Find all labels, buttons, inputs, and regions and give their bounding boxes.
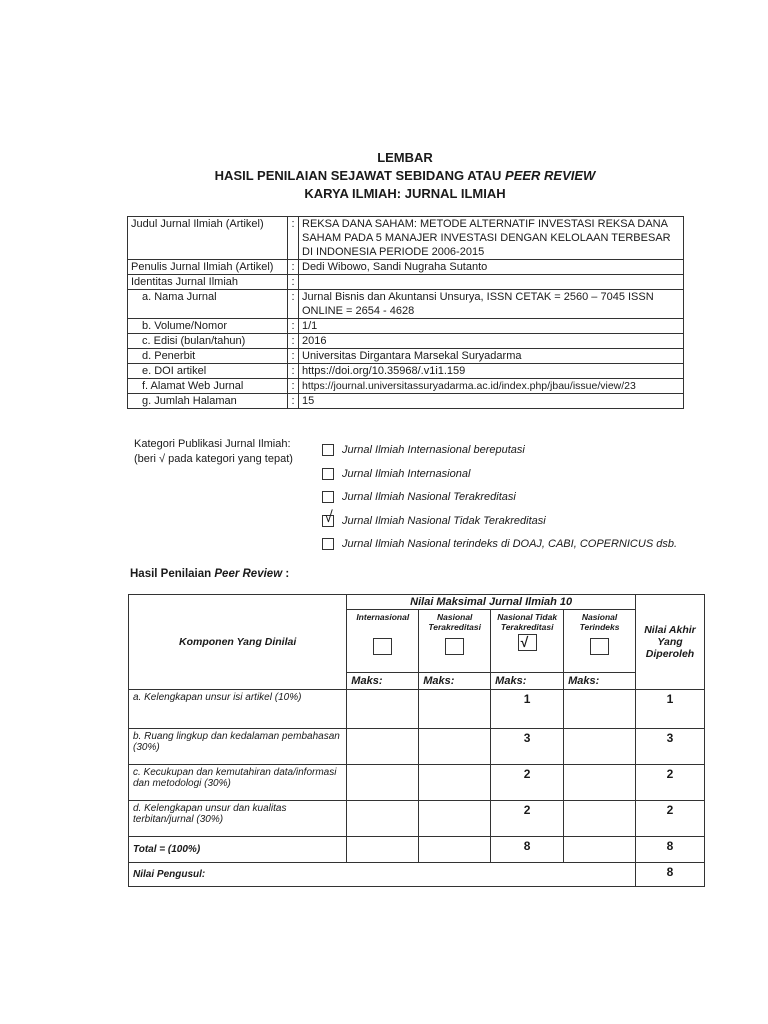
web-label: f. Alamat Web Jurnal <box>128 379 288 394</box>
checkbox[interactable] <box>373 638 392 655</box>
komponen-label: d. Kelengkapan unsur dan kualitas terbitan/jurnal (30%) <box>129 801 347 837</box>
col-nasional-terindeks <box>564 610 636 673</box>
table-row <box>129 765 705 801</box>
total-label: Total = (100%) <box>129 837 347 863</box>
col-nasional-terakreditasi <box>419 610 491 673</box>
hasil-peer-review: Peer Review <box>214 568 283 580</box>
table-cell <box>564 690 636 729</box>
col-label: Nasional Terindeks <box>579 612 620 632</box>
title-text: HASIL PENILAIAN SEJAWAT SEBIDANG ATAU <box>214 168 506 183</box>
kategori-option-label: Jurnal Ilmiah Internasional <box>342 467 471 480</box>
final-value: 2 <box>636 801 705 837</box>
table-row <box>128 379 684 394</box>
volume-label: b. Volume/Nomor <box>128 319 288 334</box>
colon: : <box>288 364 299 379</box>
table-cell <box>564 765 636 801</box>
edisi-label: c. Edisi (bulan/tahun) <box>128 334 288 349</box>
checkbox-checked[interactable] <box>322 508 334 527</box>
table-row <box>128 349 684 364</box>
kategori-heading-line2: (beri √ pada kategori yang tepat) <box>134 453 293 465</box>
kategori-option-label: Jurnal Ilmiah Nasional Tidak Terakreditasi <box>342 514 546 527</box>
total-final: 8 <box>636 837 705 863</box>
table-row <box>129 729 705 765</box>
checkbox[interactable] <box>322 468 334 480</box>
table-row <box>129 837 705 863</box>
pengusul-final: 8 <box>636 863 705 887</box>
total-value: 8 <box>491 837 564 863</box>
hasil-text: Hasil Penilaian <box>130 568 215 580</box>
colon: : <box>288 394 299 409</box>
doi-label: e. DOI artikel <box>128 364 288 379</box>
score-value: 2 <box>491 765 564 801</box>
penulis-value: Dedi Wibowo, Sandi Nugraha Sutanto <box>299 260 684 275</box>
table-row <box>128 334 684 349</box>
identitas-label: Identitas Jurnal Ilmiah <box>128 275 288 290</box>
kategori-option-label: Jurnal Ilmiah Nasional terindeks di DOAJ, CABI, COPERNICUS dsb. <box>342 538 678 550</box>
final-value: 3 <box>636 729 705 765</box>
table-cell <box>564 837 636 863</box>
maks-label: Maks: <box>347 673 419 690</box>
checkbox[interactable] <box>322 491 334 503</box>
komponen-label: b. Ruang lingkup dan kedalaman pembahasan (30%) <box>129 729 347 765</box>
table-cell <box>347 801 419 837</box>
volume-value: 1/1 <box>299 319 684 334</box>
table-row <box>128 260 684 275</box>
table-row <box>128 319 684 334</box>
col-nasional-tidak-terakreditasi <box>491 610 564 673</box>
halaman-label: g. Jumlah Halaman <box>128 394 288 409</box>
identity-table <box>127 216 684 409</box>
score-value: 1 <box>491 690 564 729</box>
table-cell <box>419 801 491 837</box>
col-label: Nasional Tidak Terakreditasi <box>497 612 558 632</box>
edisi-value: 2016 <box>299 334 684 349</box>
table-cell <box>347 837 419 863</box>
checkbox-checked[interactable] <box>518 634 537 651</box>
table-row <box>128 275 684 290</box>
table-cell <box>419 690 491 729</box>
penerbit-value: Universitas Dirgantara Marsekal Suryadarma <box>299 349 684 364</box>
colon: : <box>288 334 299 349</box>
check-icon: √ <box>324 508 333 526</box>
kategori-heading <box>134 437 293 467</box>
col-label: Nasional Terakreditasi <box>428 612 481 632</box>
colon: : <box>288 275 299 290</box>
table-cell <box>419 765 491 801</box>
komponen-label: c. Kecukupan dan kemutahiran data/informasi dan metodologi (30%) <box>129 765 347 801</box>
halaman-value: 15 <box>299 394 684 409</box>
nilai-akhir-header: Nilai Akhir Yang Diperoleh <box>636 595 705 690</box>
table-row <box>128 364 684 379</box>
colon: : <box>288 217 299 260</box>
table-cell <box>564 801 636 837</box>
judul-value: REKSA DANA SAHAM: METODE ALTERNATIF INVESTASI REKSA DANA SAHAM PADA 5 MANAJER INVESTASI DENGAN KELOLAAN TERBESAR DI INDONESIA PERIODE 2006-2015 <box>299 217 684 260</box>
doi-value: https://doi.org/10.35968/.v1i1.159 <box>299 364 684 379</box>
colon: : <box>288 260 299 275</box>
identitas-value <box>299 275 684 290</box>
web-value: https://journal.universitassuryadarma.ac.id/index.php/jbau/issue/view/23 <box>299 379 684 394</box>
maks-label: Maks: <box>419 673 491 690</box>
doc-title-hasil <box>0 168 768 183</box>
colon: : <box>288 319 299 334</box>
title-peer-review: PEER REVIEW <box>505 168 596 183</box>
judul-label: Judul Jurnal Ilmiah (Artikel) <box>128 217 288 260</box>
table-row <box>129 863 705 887</box>
doc-title-karya: KARYA ILMIAH: JURNAL ILMIAH <box>304 186 506 201</box>
checkbox[interactable] <box>590 638 609 655</box>
final-value: 2 <box>636 765 705 801</box>
table-cell <box>347 690 419 729</box>
pengusul-label: Nilai Pengusul: <box>129 863 636 887</box>
final-value: 1 <box>636 690 705 729</box>
komponen-header: Komponen Yang Dinilai <box>129 595 347 690</box>
maks-label: Maks: <box>491 673 564 690</box>
score-value: 3 <box>491 729 564 765</box>
kategori-heading-line1: Kategori Publikasi Jurnal Ilmiah: <box>134 438 291 450</box>
table-cell <box>419 837 491 863</box>
doc-title-lembar: LEMBAR <box>377 150 433 165</box>
penerbit-label: d. Penerbit <box>128 349 288 364</box>
checkbox[interactable] <box>322 538 334 550</box>
table-cell <box>347 765 419 801</box>
kategori-option-label: Jurnal Ilmiah Internasional bereputasi <box>342 444 525 456</box>
table-cell <box>419 729 491 765</box>
table-row <box>128 217 684 260</box>
maks-label: Maks: <box>564 673 636 690</box>
kategori-option-label: Jurnal Ilmiah Nasional Terakreditasi <box>342 491 516 503</box>
checkbox[interactable] <box>445 638 464 655</box>
table-cell <box>564 729 636 765</box>
colon: : <box>288 290 299 319</box>
table-header-row <box>129 595 705 610</box>
check-icon: √ <box>520 634 529 650</box>
table-row <box>128 394 684 409</box>
colon: : <box>288 379 299 394</box>
checkbox[interactable] <box>322 444 334 456</box>
penulis-label: Penulis Jurnal Ilmiah (Artikel) <box>128 260 288 275</box>
score-table <box>128 594 705 887</box>
table-row <box>129 690 705 729</box>
score-value: 2 <box>491 801 564 837</box>
colon: : <box>288 349 299 364</box>
hasil-colon: : <box>282 568 290 580</box>
table-cell <box>347 729 419 765</box>
komponen-label: a. Kelengkapan unsur isi artikel (10%) <box>129 690 347 729</box>
nilai-maks-header: Nilai Maksimal Jurnal Ilmiah 10 <box>347 595 636 610</box>
nama-jurnal-label: a. Nama Jurnal <box>128 290 288 319</box>
hasil-heading <box>130 568 289 580</box>
table-row <box>128 290 684 319</box>
nama-jurnal-value: Jurnal Bisnis dan Akuntansi Unsurya, ISSN CETAK = 2560 – 7045 ISSN ONLINE = 2654 - 4628 <box>299 290 684 319</box>
table-row <box>129 801 705 837</box>
col-internasional <box>347 610 419 673</box>
col-label: Internasional <box>356 612 410 622</box>
